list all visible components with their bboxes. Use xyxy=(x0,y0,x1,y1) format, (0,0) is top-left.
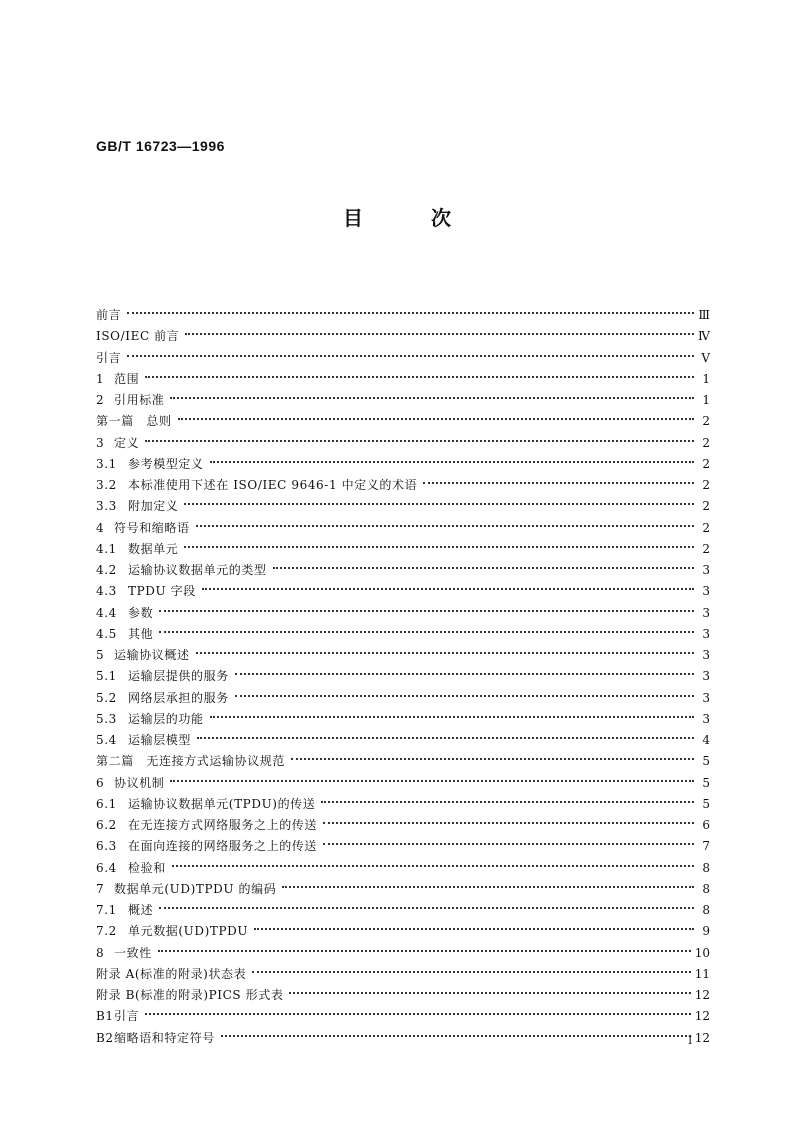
toc-entry-title: 定义 xyxy=(114,435,140,450)
toc-leader-dots xyxy=(158,936,691,957)
toc-entry-title: 运输层模型 xyxy=(128,733,192,747)
toc-entry[interactable] xyxy=(96,362,710,386)
toc-entry-page: Ⅲ xyxy=(698,308,710,322)
toc-entry-label xyxy=(96,496,178,517)
toc-entry-page: 3 xyxy=(702,626,710,641)
toc-entry[interactable] xyxy=(96,298,710,322)
toc-leader-dots xyxy=(145,426,694,447)
toc-entry-label xyxy=(96,454,204,475)
toc-leader-dots xyxy=(323,829,694,850)
toc-leader-dots xyxy=(321,787,694,808)
toc-entry-page: 6 xyxy=(702,818,710,832)
toc-entry-number: 8 xyxy=(96,945,105,960)
toc-entry-page: Ⅳ xyxy=(698,329,710,344)
toc-leader-dots xyxy=(159,893,694,914)
toc-entry-title: 引言 xyxy=(114,1009,140,1024)
toc-title xyxy=(0,202,794,231)
toc-entry-title: 范围 xyxy=(114,371,140,386)
toc-entry-title: 检验和 xyxy=(128,860,166,875)
toc-entry-title: ISO/IEC 前言 xyxy=(96,329,180,344)
toc-entry-page: 5 xyxy=(702,775,710,790)
toc-entry-number: 4.4 xyxy=(96,605,117,620)
toc-entry-label xyxy=(96,1006,139,1027)
toc-leader-dots xyxy=(289,978,690,999)
toc-entry-title: 概述 xyxy=(128,903,154,917)
toc-entry-page: 3 xyxy=(702,711,710,726)
toc-entry-label xyxy=(96,603,153,624)
toc-entry-number: 6 xyxy=(96,775,105,790)
toc-entry-title: 附录 A(标准的附录)状态表 xyxy=(96,966,247,981)
toc-entry-number: 6.3 xyxy=(96,839,117,854)
toc-entry-title: 引言 xyxy=(96,350,122,365)
toc-entry-page: 12 xyxy=(694,988,710,1002)
toc-entry-label xyxy=(96,858,166,879)
toc-leader-dots xyxy=(210,447,694,468)
toc-entry-page: 8 xyxy=(702,881,710,896)
toc-entry-title: 数据单元 xyxy=(128,541,179,556)
toc-entry[interactable] xyxy=(96,999,710,1024)
toc-leader-dots xyxy=(323,808,694,829)
toc-entry-label xyxy=(96,964,246,985)
toc-entry-title: 运输协议数据单元的类型 xyxy=(128,563,267,577)
toc-leader-dots xyxy=(178,404,694,425)
toc-leader-dots xyxy=(159,617,694,638)
toc-entry-number: 4.1 xyxy=(96,541,117,556)
toc-entry-page: 2 xyxy=(702,520,710,535)
toc-entry[interactable] xyxy=(96,596,710,620)
toc-entry-page: 3 xyxy=(702,563,710,577)
toc-entry[interactable] xyxy=(96,914,710,939)
toc-entry-number: 4.5 xyxy=(96,626,117,641)
toc-entry-title: 其他 xyxy=(128,626,154,641)
toc-entry[interactable] xyxy=(96,766,710,790)
toc-entry-page: 9 xyxy=(702,924,710,939)
toc-leader-dots xyxy=(170,766,694,787)
toc-leader-dots xyxy=(423,468,694,489)
toc-entry-page: Ⅴ xyxy=(701,350,710,365)
toc-entry-page: 2 xyxy=(702,456,710,471)
toc-entry-number: 5.4 xyxy=(96,733,117,747)
toc-entry-page: 4 xyxy=(702,733,710,747)
toc-leader-dots xyxy=(170,383,694,404)
toc-entry-number: 5 xyxy=(96,648,105,662)
toc-entry-label xyxy=(96,539,178,560)
toc-leader-dots xyxy=(159,596,694,617)
toc-entry-page: 3 xyxy=(702,690,710,705)
toc-entry-title: 运输协议概述 xyxy=(114,648,190,662)
toc-leader-dots xyxy=(127,341,694,362)
toc-entry-number: B2 xyxy=(96,1030,114,1045)
toc-entry-page: 2 xyxy=(702,435,710,450)
toc-entry-number: 7.1 xyxy=(96,903,117,917)
toc-title-right: 次 xyxy=(431,206,451,230)
toc-entry-label xyxy=(96,433,139,454)
toc-leader-dots xyxy=(291,744,694,765)
toc-leader-dots xyxy=(184,532,694,553)
toc-entry-number: 6.1 xyxy=(96,796,117,811)
toc-leader-dots xyxy=(172,851,694,872)
toc-entry-page: 12 xyxy=(694,1030,710,1045)
toc-entry-label xyxy=(96,730,191,751)
toc-entry-number: 4.2 xyxy=(96,563,117,577)
toc-leader-dots xyxy=(252,957,690,978)
toc-entry-title: TPDU 字段 xyxy=(128,584,196,599)
toc-leader-dots xyxy=(127,298,694,319)
toc-entry[interactable] xyxy=(96,787,710,811)
toc-title-left: 目 xyxy=(343,206,363,230)
toc-entry[interactable] xyxy=(96,936,710,960)
toc-entry-page: 10 xyxy=(694,945,710,960)
toc-entry-number: 7 xyxy=(96,881,105,896)
toc-entry-page: 1 xyxy=(702,371,710,386)
toc-entry-number: 4 xyxy=(96,520,105,535)
toc-entry[interactable] xyxy=(96,426,710,450)
toc-entry-label xyxy=(96,815,317,836)
toc-entry-page: 8 xyxy=(702,860,710,875)
toc-entry-page: 7 xyxy=(702,839,710,854)
toc-entry-page: 3 xyxy=(702,648,710,662)
toc-entry-page: 11 xyxy=(694,966,710,981)
toc-entry[interactable] xyxy=(96,553,710,577)
toc-entry-title: 一致性 xyxy=(114,945,152,960)
toc-entry-title: 第一篇 总则 xyxy=(96,414,172,429)
toc-leader-dots xyxy=(221,1021,691,1042)
toc-entry-number: 4.3 xyxy=(96,584,117,599)
toc-entry-label xyxy=(96,645,190,666)
toc-entry-page: 3 xyxy=(702,605,710,620)
toc-entry-label xyxy=(96,390,164,411)
toc-entry-title: 本标准使用下述在 ISO/IEC 9646-1 中定义的术语 xyxy=(128,478,418,492)
toc-entry-title: 数据单元(UD)TPDU 的编码 xyxy=(114,881,277,896)
toc-entry-label xyxy=(96,666,229,687)
toc-entry-label xyxy=(96,348,121,369)
toc-leader-dots xyxy=(235,681,694,702)
toc-entry-number: 3 xyxy=(96,435,105,450)
toc-entry-label xyxy=(96,305,121,326)
page-number: I xyxy=(688,1034,693,1047)
toc-entry-number: 5.3 xyxy=(96,711,117,726)
toc-entry-number: 1 xyxy=(96,371,105,386)
toc-entry-title: 附加定义 xyxy=(128,499,179,514)
toc-entry[interactable] xyxy=(96,489,710,514)
toc-entry-label xyxy=(96,709,204,730)
toc-entry-page: 2 xyxy=(702,478,710,492)
toc-entry[interactable] xyxy=(96,872,710,896)
toc-leader-dots xyxy=(273,553,694,574)
toc-entry-label xyxy=(96,773,164,794)
toc-entry[interactable] xyxy=(96,319,710,344)
toc-entry-title: 引用标准 xyxy=(114,393,165,407)
toc-entry-title: 单元数据(UD)TPDU xyxy=(128,924,249,939)
toc-entry-number: 7.2 xyxy=(96,924,117,939)
toc-leader-dots xyxy=(254,914,694,935)
toc-entry-page: 2 xyxy=(702,414,710,429)
toc-entry-page: 3 xyxy=(702,669,710,684)
toc-entry-number: 3.3 xyxy=(96,499,117,514)
toc-entry[interactable] xyxy=(96,893,710,917)
toc-entry[interactable] xyxy=(96,383,710,407)
toc-entry-page: 5 xyxy=(702,754,710,769)
toc-entry-page: 8 xyxy=(702,903,710,917)
toc-entry-title: 在无连接方式网络服务之上的传送 xyxy=(128,818,318,832)
toc-entry-label xyxy=(96,624,153,645)
toc-entry-page: 2 xyxy=(702,499,710,514)
toc-leader-dots xyxy=(145,362,694,383)
toc-entry-title: 运输层的功能 xyxy=(128,711,204,726)
toc-entry[interactable] xyxy=(96,638,710,662)
toc-entry[interactable] xyxy=(96,447,710,471)
toc-entry[interactable] xyxy=(96,1021,710,1045)
toc-entry-title: 在面向连接的网络服务之上的传送 xyxy=(128,839,318,854)
toc-entry-number: 5.1 xyxy=(96,669,117,684)
toc-entry-title: 运输层提供的服务 xyxy=(128,669,229,684)
toc-entry-page: 2 xyxy=(702,541,710,556)
toc-entry-label xyxy=(96,900,153,921)
toc-leader-dots xyxy=(282,872,694,893)
toc-entry[interactable] xyxy=(96,404,710,429)
toc-entry-label xyxy=(96,794,315,815)
toc-entry-number: 6.4 xyxy=(96,860,117,875)
toc-leader-dots xyxy=(185,319,694,340)
toc-entry-title: 附录 B(标准的附录)PICS 形式表 xyxy=(96,988,284,1002)
toc-entry-label xyxy=(96,518,190,539)
toc-entry-label xyxy=(96,1028,215,1049)
toc-leader-dots xyxy=(197,723,694,744)
toc-leader-dots xyxy=(196,511,694,532)
toc-entry-label xyxy=(96,369,139,390)
toc-leader-dots xyxy=(196,638,694,659)
toc-entry-title: 网络层承担的服务 xyxy=(128,690,229,705)
toc-entry-title: 前言 xyxy=(96,308,122,322)
toc-entry[interactable] xyxy=(96,511,710,535)
toc-leader-dots xyxy=(145,999,691,1020)
toc-entry-title: 协议机制 xyxy=(114,775,165,790)
toc-entry-title: 参数 xyxy=(128,605,154,620)
toc-entry-page: 5 xyxy=(702,796,710,811)
toc-entry[interactable] xyxy=(96,532,710,556)
toc-entry-title: 运输协议数据单元(TPDU)的传送 xyxy=(128,796,316,811)
toc-entry[interactable] xyxy=(96,341,710,365)
toc-entry-number: 3.2 xyxy=(96,478,117,492)
toc-entry-number: 2 xyxy=(96,393,105,407)
toc-list xyxy=(96,298,710,1045)
toc-leader-dots xyxy=(210,702,694,723)
toc-entry-title: 符号和缩略语 xyxy=(114,520,190,535)
toc-entry[interactable] xyxy=(96,617,710,641)
toc-entry-number: B1 xyxy=(96,1009,114,1024)
toc-leader-dots xyxy=(184,489,694,510)
toc-entry-title: 参考模型定义 xyxy=(128,456,204,471)
toc-entry-number: 5.2 xyxy=(96,690,117,705)
toc-entry-page: 1 xyxy=(702,393,710,407)
toc-entry-title: 缩略语和特定符号 xyxy=(114,1030,215,1045)
standard-number: GB/T 16723—1996 xyxy=(96,138,225,154)
toc-entry-page: 3 xyxy=(702,584,710,599)
toc-entry-number: 3.1 xyxy=(96,456,117,471)
toc-entry-page: 12 xyxy=(694,1009,710,1024)
toc-entry-number: 6.2 xyxy=(96,818,117,832)
toc-entry[interactable] xyxy=(96,957,710,981)
toc-leader-dots xyxy=(202,574,694,595)
toc-entry-label xyxy=(96,943,152,964)
toc-leader-dots xyxy=(235,659,694,680)
toc-entry[interactable] xyxy=(96,851,710,875)
toc-entry-title: 第二篇 无连接方式运输协议规范 xyxy=(96,754,286,769)
